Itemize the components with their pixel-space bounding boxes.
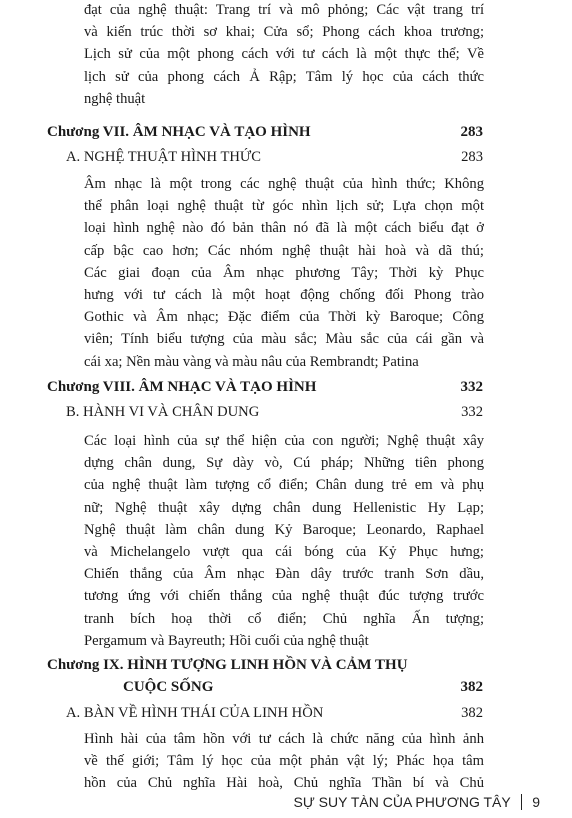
text-line: Hình hài của tâm hồn với tư cách là chức năng của hình ảnh: [84, 731, 484, 747]
section-8b-heading[interactable]: [66, 401, 483, 423]
text-line: loại hình nghệ nào đó bản thân nó đã là một cách biểu đạt ở: [84, 220, 484, 237]
text-line: thể phân loại nghệ thuật từ góc nhìn lịch sử; Lựa chọn một: [84, 198, 484, 215]
chapter-9-summary: [84, 728, 484, 795]
chapter-8-summary: [84, 430, 484, 652]
chapter-7-summary: [84, 173, 484, 373]
chapter-page-number: 332: [460, 379, 483, 395]
page-number: 9: [532, 794, 540, 810]
text-line: về thế giới; Tâm lý học của một phản vật lý; Phác họa tâm: [84, 753, 484, 770]
text-line: viên; Tính biểu tượng của màu sắc; Màu sắc của cái gần và: [84, 331, 484, 348]
text-line: cái xa; Nền màu vàng và màu nâu của Rembrandt; Patina: [84, 353, 419, 370]
text-line: nữ; Nghệ thuật xây dựng chân dung Hellenistic Hy Lạp;: [84, 499, 484, 516]
intro-paragraph: [84, 0, 484, 110]
text-line: dựng chân dung, Sự dày vò, Cú pháp; Những tiên phong: [84, 455, 484, 472]
text-line: hưng với tư cách là một hoạt động chống đối Phong trào: [84, 286, 484, 303]
section-page-number: 382: [461, 705, 483, 721]
text-line: đạt của nghệ thuật: Trang trí và mô phỏng; Các vật trang trí: [84, 2, 484, 18]
chapter-title: Chương VII. ÂM NHẠC VÀ TẠO HÌNH: [47, 124, 311, 140]
section-title: A. NGHỆ THUẬT HÌNH THỨC: [66, 149, 261, 165]
text-line: nghệ thuật: [84, 90, 146, 107]
text-line: Các loại hình của sự thể hiện của con người; Nghệ thuật xây: [84, 433, 484, 449]
chapter-7-heading[interactable]: [47, 121, 483, 143]
text-line: Chiến thắng của Âm nhạc Đàn dây trước tranh Sơn dầu,: [84, 566, 484, 583]
text-line: của nghệ thuật làm tượng cổ điển; Chân dung trẻ em và phụ: [84, 477, 484, 494]
chapter-title: Chương VIII. ÂM NHẠC VÀ TẠO HÌNH: [47, 379, 317, 395]
text-line: và Michelangelo vượt qua cái bóng của Kỷ Phục hưng;: [84, 543, 484, 560]
section-9a-heading[interactable]: [66, 702, 483, 724]
section-page-number: 283: [461, 149, 483, 165]
text-line: hồn của Chủ nghĩa Hài hoà, Chủ nghĩa Thần bí và Chủ: [84, 775, 484, 792]
text-line: Âm nhạc là một trong các nghệ thuật của hình thức; Không: [84, 176, 484, 192]
section-title: B. HÀNH VI VÀ CHÂN DUNG: [66, 404, 260, 420]
text-line: Nghệ thuật làm chân dung Kỷ Baroque; Leonardo, Raphael: [84, 521, 484, 538]
chapter-page-number: 382: [460, 679, 483, 695]
text-line: Các giai đoạn của Âm nhạc phương Tây; Thời kỳ Phục: [84, 264, 484, 281]
section-page-number: 332: [461, 404, 483, 420]
section-title: A. BÀN VỀ HÌNH THÁI CỦA LINH HỒN: [66, 705, 324, 721]
footer-divider: [521, 794, 523, 810]
text-line: Gothic và Âm nhạc; Đặc điểm của Thời kỳ Baroque; Công: [84, 309, 484, 326]
page-footer: [250, 793, 540, 811]
chapter-title-line-1: Chương IX. HÌNH TƯỢNG LINH HỒN VÀ CẢM THỤ: [47, 657, 408, 673]
text-line: cấp bậc cao hơn; Các nhóm nghệ thuật hài hoà và dã thú;: [84, 242, 484, 259]
text-line: Lịch sử của một phong cách với tư cách là một thực thể; Về: [84, 46, 484, 63]
section-7a-heading[interactable]: [66, 146, 483, 168]
chapter-page-number: 283: [460, 124, 483, 140]
chapter-9-heading[interactable]: [47, 654, 483, 698]
chapter-title-line-2: CUỘC SỐNG: [123, 679, 214, 695]
text-line: tranh bích hoạ thời cổ điển; Chủ nghĩa Ấn tượng;: [84, 610, 484, 627]
chapter-8-heading[interactable]: [47, 376, 483, 398]
text-line: lịch sử của phong cách Ả Rập; Tâm lý học của cách thức: [84, 68, 484, 85]
running-title: SỰ SUY TÀN CỦA PHƯƠNG TÂY: [293, 794, 511, 810]
text-line: Pergamum và Bayreuth; Hồi cuối của nghệ thuật: [84, 632, 369, 649]
text-line: tương ứng với chiến thắng của nghệ thuật đúc tượng trước: [84, 588, 484, 605]
text-line: và kiến trúc thời sơ khai; Cửa sổ; Phong cách khoa trương;: [84, 24, 484, 41]
